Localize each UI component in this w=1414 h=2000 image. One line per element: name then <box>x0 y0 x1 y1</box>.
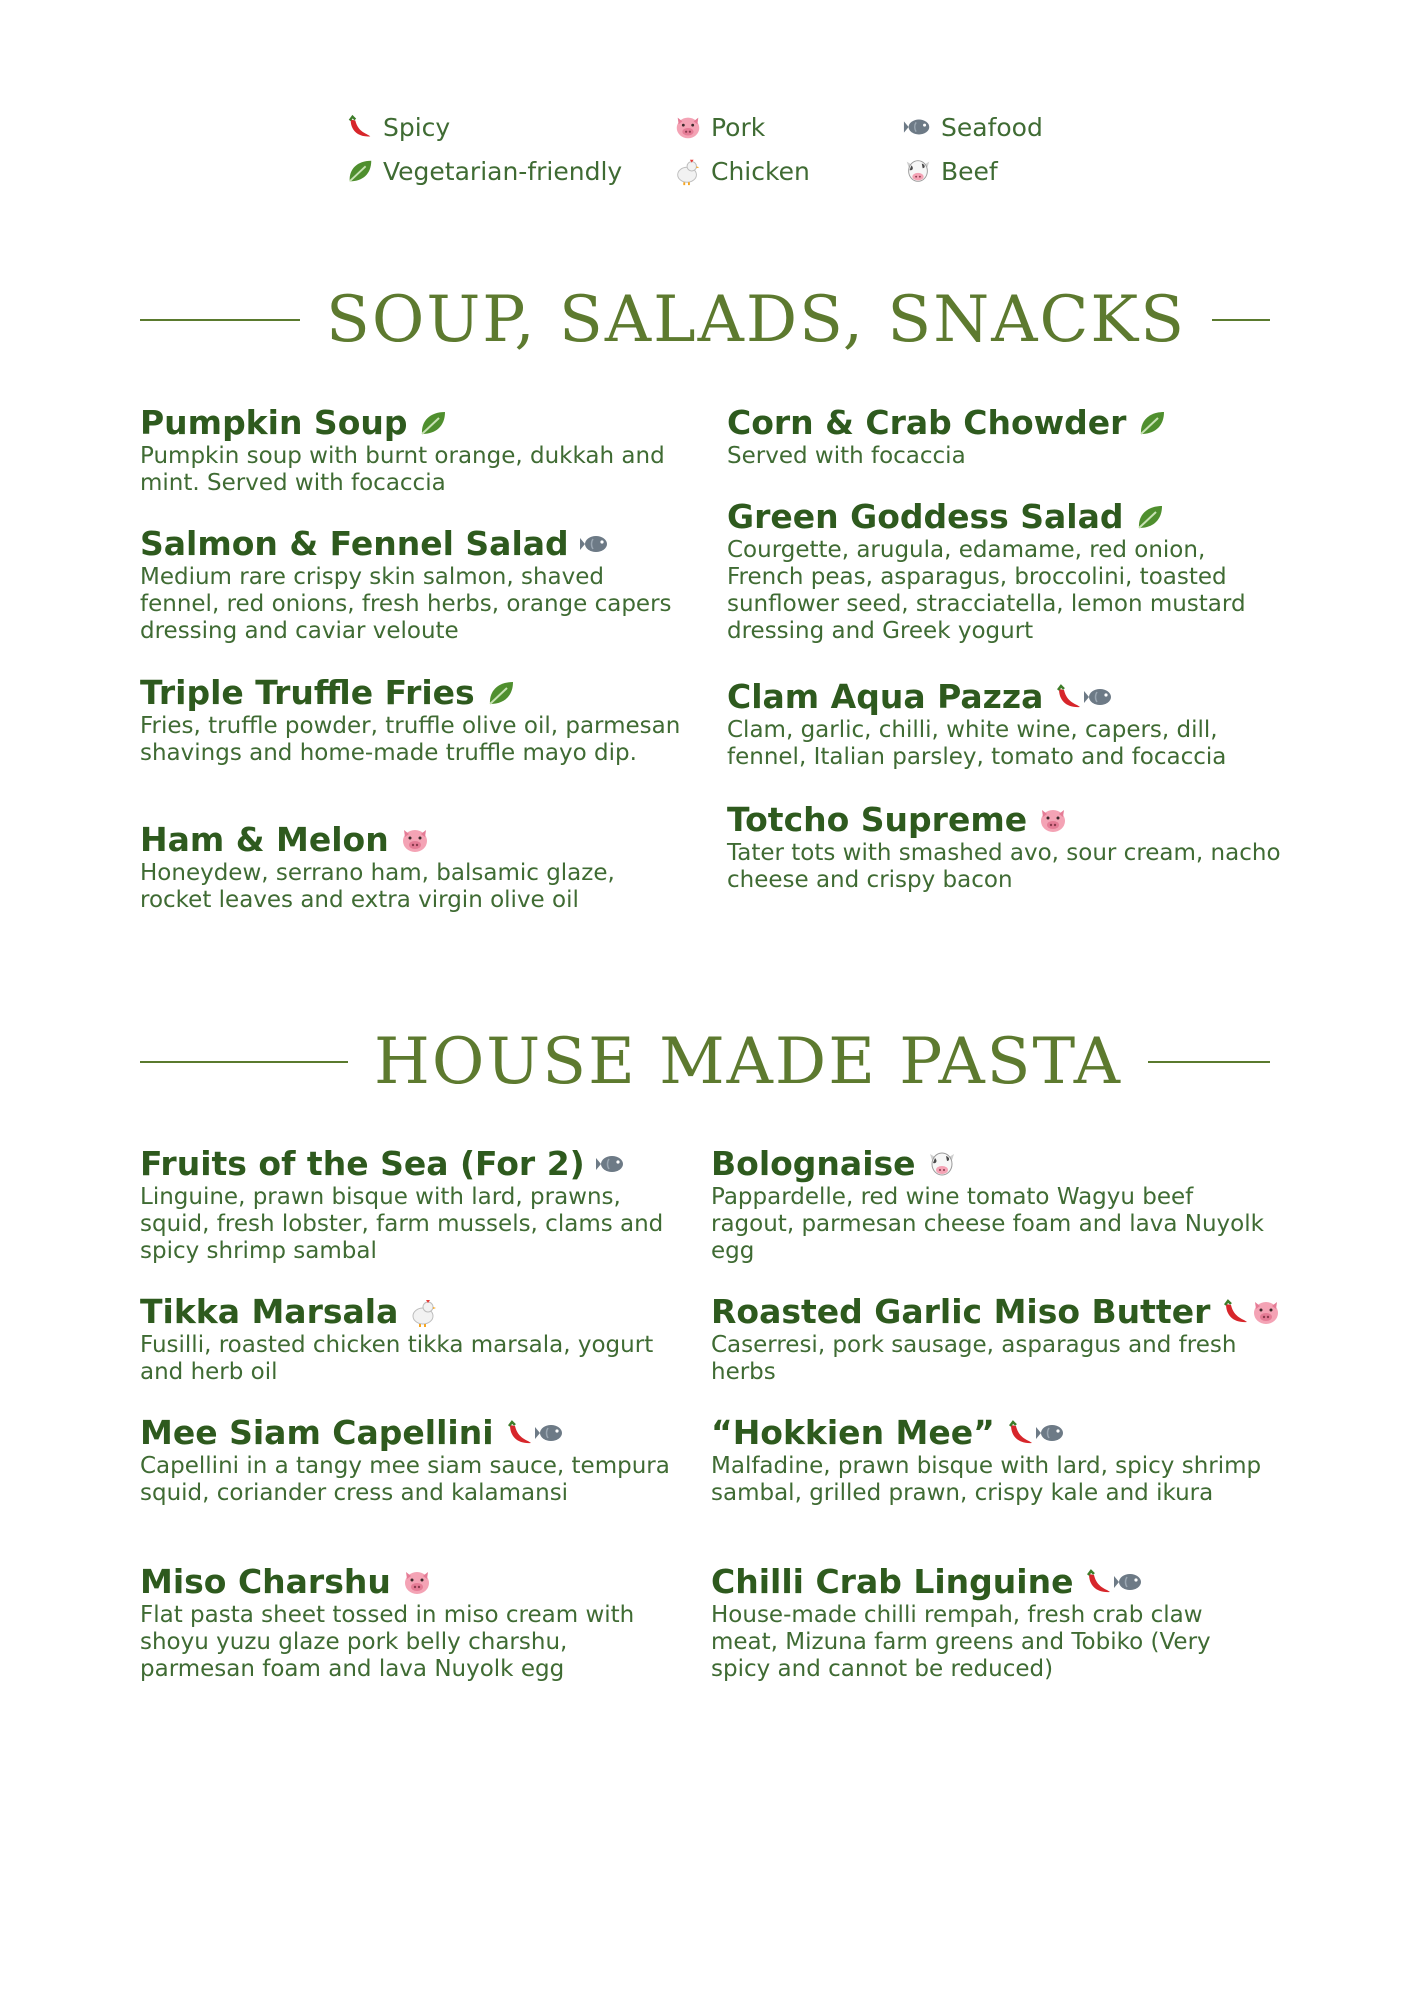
menu-item <box>140 403 680 497</box>
dietary-icons <box>1005 1417 1065 1449</box>
menu-item <box>140 820 680 914</box>
menu-item-description: Pumpkin soup with burnt orange, dukkah and mint. Served with focaccia <box>140 443 665 496</box>
dietary-icons <box>399 824 429 856</box>
dietary-icons <box>926 1148 956 1180</box>
fish-icon <box>534 1417 566 1449</box>
menu-item-name <box>140 524 680 564</box>
dietary-icons <box>408 1296 438 1328</box>
menu-item-title: Corn & Crab Chowder <box>727 403 1127 442</box>
menu-item-description: Flat pasta sheet tossed in miso cream with shoyu yuzu glaze pork belly charshu, parmesan foam and lava Nuyolk egg <box>140 1602 635 1682</box>
dietary-icons <box>1134 501 1164 533</box>
legend-pork <box>673 112 765 142</box>
menu-item-name <box>727 403 1287 443</box>
dietary-icons <box>401 1566 431 1598</box>
legend-seafood <box>903 112 1043 142</box>
menu-item <box>727 403 1287 470</box>
dietary-icons <box>1053 681 1113 713</box>
chili-icon <box>345 112 375 142</box>
menu-item-name <box>140 1413 680 1453</box>
menu-item <box>140 1562 680 1683</box>
menu-item-description: Caserresi, pork sausage, asparagus and fresh herbs <box>711 1332 1237 1385</box>
menu-item <box>140 1292 680 1386</box>
legend-vegetarian <box>345 156 622 186</box>
legend-chicken <box>673 156 810 186</box>
pig-icon <box>401 1566 433 1598</box>
menu-item-title: Tikka Marsala <box>140 1292 399 1331</box>
section-heading <box>140 280 1270 360</box>
legend-spicy <box>345 112 450 142</box>
section-title: HOUSE MADE PASTA <box>374 1025 1122 1099</box>
leaf-icon <box>1136 407 1168 439</box>
fish-icon <box>1035 1417 1067 1449</box>
menu-item-title: Pumpkin Soup <box>140 403 408 442</box>
pig-icon <box>673 112 703 142</box>
menu-item-description: Tater tots with smashed avo, sour cream, nacho cheese and crispy bacon <box>727 840 1281 893</box>
pig-icon <box>1037 804 1069 836</box>
menu-item <box>140 524 680 645</box>
cow-icon <box>926 1148 958 1180</box>
section-heading <box>140 1022 1270 1102</box>
dietary-icons <box>504 1417 564 1449</box>
menu-item-name <box>711 1413 1271 1453</box>
leaf-icon <box>485 677 517 709</box>
menu-item-name <box>140 1292 680 1332</box>
menu-item-description: Fusilli, roasted chicken tikka marsala, yogurt and herb oil <box>140 1332 654 1385</box>
menu-item-name <box>140 1562 680 1602</box>
leaf-icon <box>1134 501 1166 533</box>
menu-item-description: Honeydew, serrano ham, balsamic glaze, rocket leaves and extra virgin olive oil <box>140 860 615 913</box>
cow-icon <box>903 156 933 186</box>
legend-label: Chicken <box>711 156 810 186</box>
menu-item-title: Chilli Crab Linguine <box>711 1562 1074 1601</box>
menu-item-name <box>140 1144 680 1184</box>
menu-item-description: Linguine, prawn bisque with lard, prawns, squid, fresh lobster, farm mussels, clams and spicy shrimp sambal <box>140 1184 664 1264</box>
menu-item-name <box>727 677 1287 717</box>
menu-item-name <box>727 800 1287 840</box>
dietary-icons <box>485 677 515 709</box>
dietary-icons <box>1220 1296 1280 1328</box>
dietary-icons <box>1136 407 1166 439</box>
chicken-icon <box>673 156 703 186</box>
menu-item <box>140 1144 680 1265</box>
legend-label: Seafood <box>941 112 1043 142</box>
menu-item-title: Triple Truffle Fries <box>140 673 475 712</box>
menu-item-description: Malfadine, prawn bisque with lard, spicy shrimp sambal, grilled prawn, crispy kale and ikura <box>711 1453 1262 1506</box>
legend-label: Beef <box>941 156 998 186</box>
chili-icon <box>1053 681 1085 713</box>
menu-item-description: Served with focaccia <box>727 443 966 469</box>
menu-item <box>727 497 1287 645</box>
legend-beef <box>903 156 998 186</box>
menu-item-title: Mee Siam Capellini <box>140 1413 494 1452</box>
legend-label: Vegetarian-friendly <box>383 156 623 186</box>
dietary-icons <box>579 528 609 560</box>
menu-item <box>711 1562 1271 1683</box>
menu-item-title: Roasted Garlic Miso Butter <box>711 1292 1211 1331</box>
menu-item-title: Salmon & Fennel Salad <box>140 524 569 563</box>
menu-item-name <box>727 497 1287 537</box>
menu-item <box>140 1413 680 1507</box>
pig-icon <box>399 824 431 856</box>
menu-item-name <box>711 1562 1271 1602</box>
menu-item <box>727 677 1287 771</box>
fish-icon <box>595 1148 627 1180</box>
menu-item-description: Medium rare crispy skin salmon, shaved fennel, red onions, fresh herbs, orange capers dressing and caviar veloute <box>140 564 672 644</box>
menu-item-name <box>711 1292 1291 1332</box>
legend-label: Spicy <box>383 112 451 142</box>
section-title: SOUP, SALADS, SNACKS <box>326 283 1187 357</box>
menu-item <box>140 673 700 767</box>
dietary-icons <box>595 1148 625 1180</box>
dietary-icons <box>417 407 447 439</box>
menu-item <box>711 1292 1291 1386</box>
chili-icon <box>1220 1296 1252 1328</box>
pig-icon <box>1250 1296 1282 1328</box>
menu-item-title: “Hokkien Mee” <box>711 1413 995 1452</box>
menu-item-title: Clam Aqua Pazza <box>727 677 1044 716</box>
menu-item-description: House-made chilli rempah, fresh crab claw meat, Mizuna farm greens and Tobiko (Very spicy and cannot be reduced) <box>711 1602 1211 1682</box>
menu-item <box>711 1144 1271 1265</box>
leaf-icon <box>345 156 375 186</box>
dietary-icons <box>1083 1566 1143 1598</box>
chili-icon <box>504 1417 536 1449</box>
chicken-icon <box>408 1296 440 1328</box>
menu-item-name <box>140 820 680 860</box>
menu-item-title: Totcho Supreme <box>727 800 1028 839</box>
menu-item-title: Green Goddess Salad <box>727 497 1124 536</box>
menu-item-title: Bolognaise <box>711 1144 916 1183</box>
chili-icon <box>1005 1417 1037 1449</box>
menu-item-title: Ham & Melon <box>140 820 389 859</box>
menu-item-description: Capellini in a tangy mee siam sauce, tempura squid, coriander cress and kalamansi <box>140 1453 670 1506</box>
chili-icon <box>1083 1566 1115 1598</box>
fish-icon <box>579 528 611 560</box>
menu-item-name <box>140 673 700 713</box>
divider <box>140 1061 348 1063</box>
menu-item-name <box>711 1144 1271 1184</box>
menu-item-description: Pappardelle, red wine tomato Wagyu beef ragout, parmesan cheese foam and lava Nuyolk egg <box>711 1184 1264 1264</box>
divider <box>1148 1061 1270 1063</box>
menu-item <box>711 1413 1271 1507</box>
fish-icon <box>903 112 933 142</box>
fish-icon <box>1083 681 1115 713</box>
menu-item <box>727 800 1287 894</box>
dietary-legend <box>345 112 1105 212</box>
menu-item-description: Fries, truffle powder, truffle olive oil, parmesan shavings and home-made truffle mayo dip. <box>140 713 681 766</box>
divider <box>140 319 300 321</box>
menu-item-description: Courgette, arugula, edamame, red onion, French peas, asparagus, broccolini, toasted sunflower seed, stracciatella, lemon mustard dressing and Greek yogurt <box>727 537 1246 644</box>
menu-item-title: Fruits of the Sea (For 2) <box>140 1144 585 1183</box>
menu-item-description: Clam, garlic, chilli, white wine, capers, dill, fennel, Italian parsley, tomato and focaccia <box>727 717 1227 770</box>
fish-icon <box>1113 1566 1145 1598</box>
menu-item-title: Miso Charshu <box>140 1562 391 1601</box>
menu-item-name <box>140 403 680 443</box>
divider <box>1212 319 1270 321</box>
leaf-icon <box>417 407 449 439</box>
legend-label: Pork <box>711 112 766 142</box>
dietary-icons <box>1037 804 1067 836</box>
